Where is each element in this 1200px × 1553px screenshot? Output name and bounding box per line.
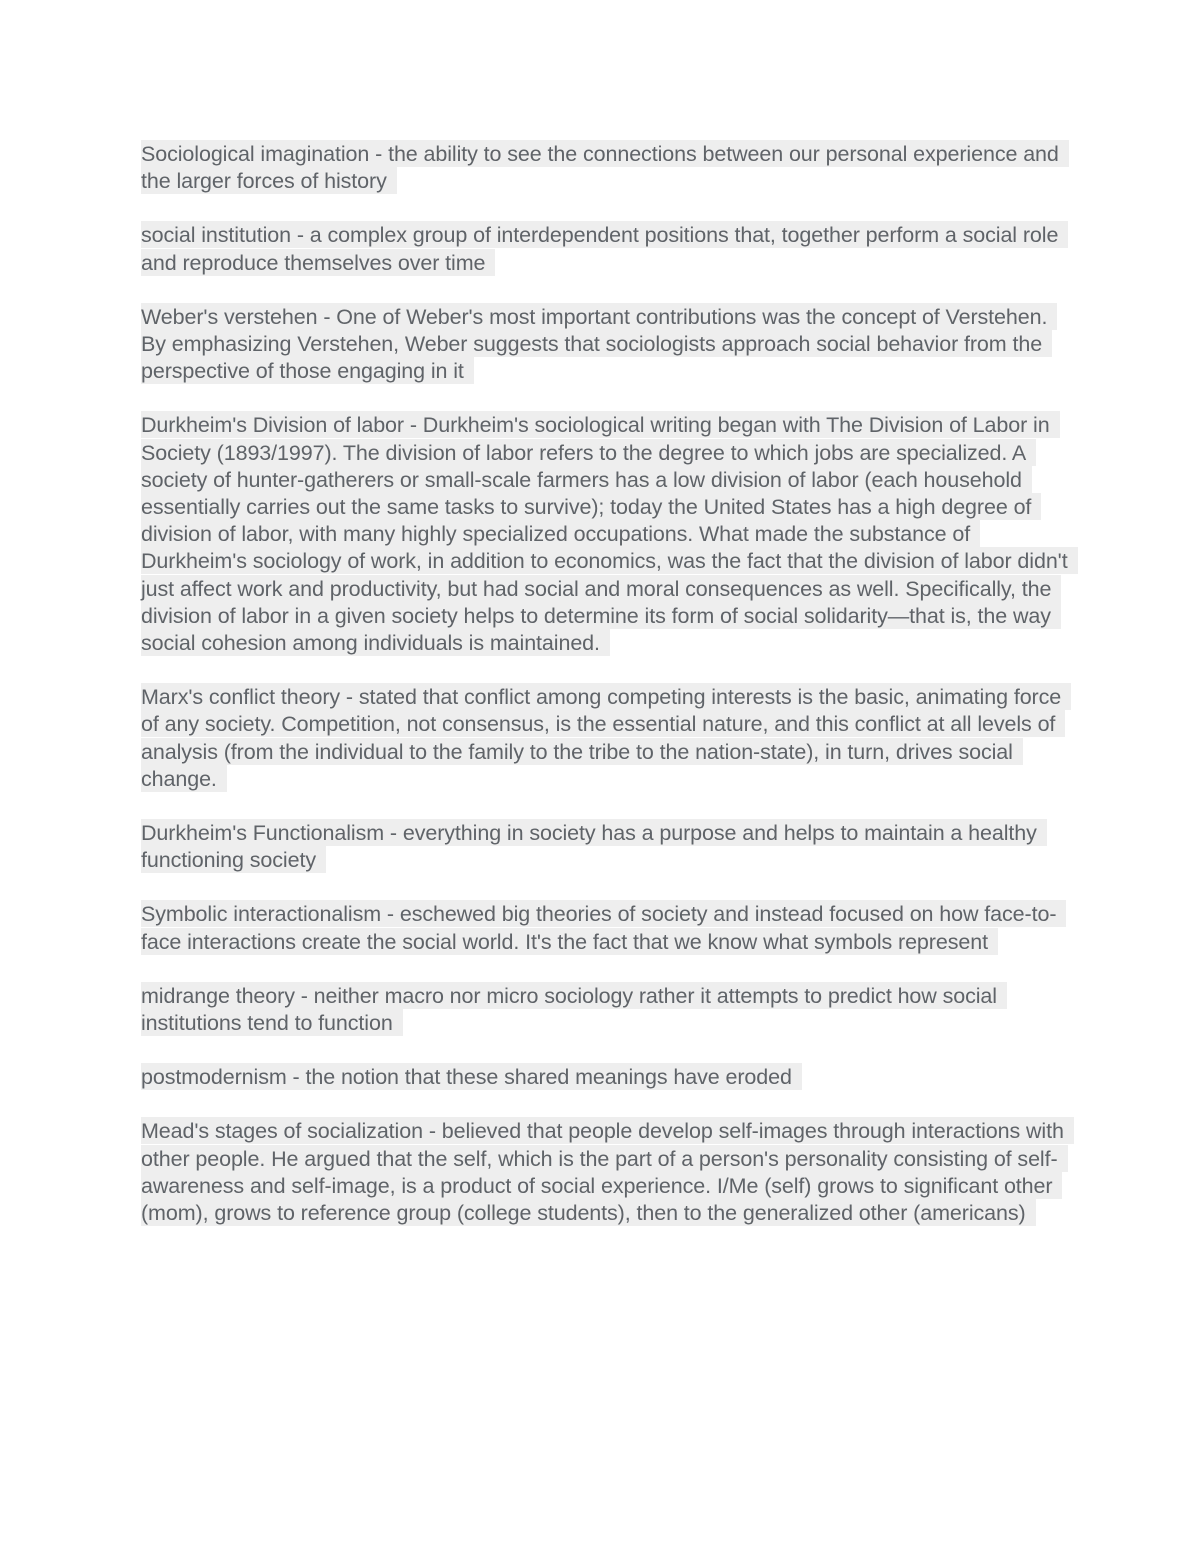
document-body [141, 141, 1071, 1254]
entry-text: Weber's verstehen - One of Weber's most important contributions was the concept of Verstehen. By emphasizing Verstehen, Weber suggests that sociologists approach social behavior from the perspective of those engaging in it [141, 303, 1057, 384]
entry-text: social institution - a complex group of interdependent positions that, together perform a social role and reproduce themselves over time [141, 221, 1068, 275]
entry-text: postmodernism - the notion that these shared meanings have eroded [141, 1063, 802, 1090]
entry-marx-conflict-theory [141, 684, 1071, 793]
entry-webers-verstehen [141, 304, 1071, 386]
entry-postmodernism [141, 1064, 1071, 1091]
entry-text: Sociological imagination - the ability to see the connections between our personal experience and the larger forces of history [141, 140, 1069, 194]
entry-sociological-imagination [141, 141, 1071, 195]
entry-text: Durkheim's Division of labor - Durkheim's sociological writing began with The Division of Labor in Society (1893/1997). The division of labor refers to the degree to which jobs are specialized. A society of hunter-gatherers or small-scale farmers has a low division of labor (each household essentially carries out the same tasks to survive); today the United States has a high degree of division of labor, with many highly specialized occupations. What made the substance of Durkheim's sociology of work, in addition to economics, was the fact that the division of labor didn't just affect work and productivity, but had social and moral consequences as well. Specifically, the division of labor in a given society helps to determine its form of social solidarity—that is, the way social cohesion among individuals is maintained. [141, 411, 1078, 656]
entry-mead-stages-of-socialization [141, 1118, 1071, 1227]
entry-text: Durkheim's Functionalism - everything in society has a purpose and helps to maintain a healthy functioning society [141, 819, 1047, 873]
entry-midrange-theory [141, 983, 1071, 1037]
entry-text: midrange theory - neither macro nor micro sociology rather it attempts to predict how social institutions tend to function [141, 982, 1007, 1036]
entry-durkheim-division-of-labor [141, 412, 1071, 657]
entry-symbolic-interactionalism [141, 901, 1071, 955]
entry-durkheim-functionalism [141, 820, 1071, 874]
entry-social-institution [141, 222, 1071, 276]
entry-text: Mead's stages of socialization - believed that people develop self-images through interactions with other people. He argued that the self, which is the part of a person's personality consisting of self-awareness and self-image, is a product of social experience. I/Me (self) grows to significant other (mom), grows to reference group (college students), then to the generalized other (americans) [141, 1117, 1074, 1226]
entry-text: Marx's conflict theory - stated that conflict among competing interests is the basic, animating force of any society. Competition, not consensus, is the essential nature, and this conflict at all levels of analysis (from the individual to the family to the tribe to the nation-state), in turn, drives social change. [141, 683, 1071, 792]
entry-text: Symbolic interactionalism - eschewed big theories of society and instead focused on how face-to-face interactions create the social world. It's the fact that we know what symbols represent [141, 900, 1066, 954]
